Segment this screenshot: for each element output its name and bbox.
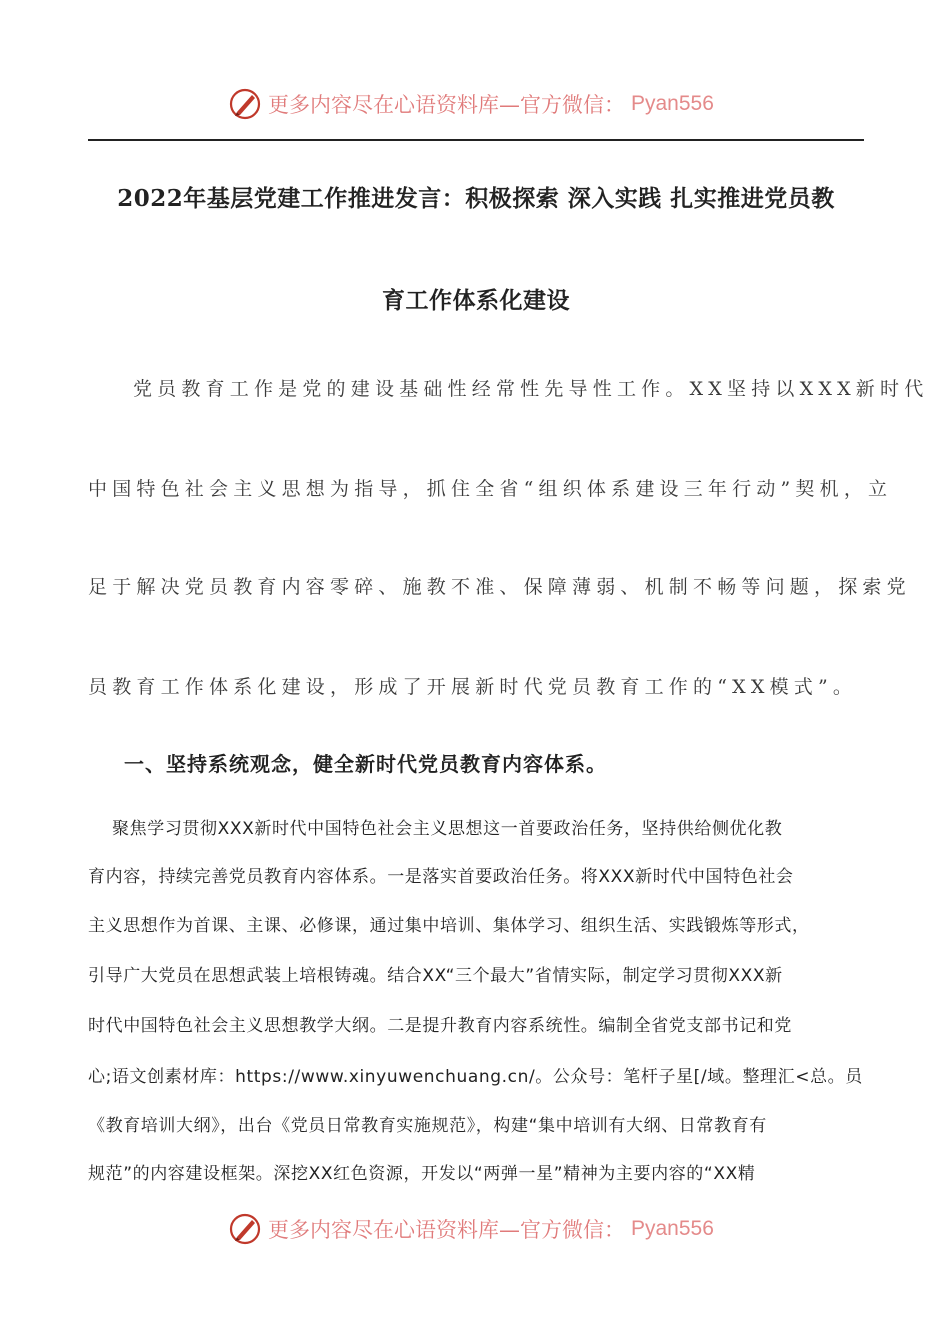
- body-line: 育内容，持续完善党员教育内容体系。一是落实首要政治任务。将XXX新时代中国特色社会: [88, 867, 794, 887]
- watermark-text: 更多内容尽在心语资料库—官方微信：: [268, 93, 625, 117]
- body-line: 主义思想作为首课、主课、必修课，通过集中培训、集体学习、组织生活、实践锻炼等形式，: [88, 916, 810, 936]
- watermark-handle: Pyan556: [631, 1217, 714, 1240]
- header-divider: [88, 139, 864, 141]
- section-heading: 一、坚持系统观念，健全新时代党员教育内容体系。: [124, 752, 607, 776]
- document-title-line-1: 2022年基层党建工作推进发言：积极探索 深入实践 扎实推进党员教: [117, 185, 835, 212]
- watermark-text: 更多内容尽在心语资料库—官方微信：: [268, 1218, 625, 1242]
- body-line: 《教育培训大纲》，出台《党员日常教育实施规范》，构建“集中培训有大纲、日常教育有: [88, 1116, 767, 1136]
- pen-logo-icon: [228, 1212, 262, 1246]
- watermark-header: [228, 84, 714, 124]
- body-line: 聚焦学习贯彻XXX新时代中国特色社会主义思想这一首要政治任务，坚持供给侧优化教: [88, 819, 783, 839]
- body-line: 规范”的内容建设框架。深挖XX红色资源，开发以“两弹一星”精神为主要内容的“XX精: [88, 1164, 756, 1184]
- intro-line: 足于解决党员教育内容零碎、施教不准、保障薄弱、机制不畅等问题，探索党: [88, 576, 911, 598]
- intro-line: 员教育工作体系化建设，形成了开展新时代党员教育工作的“XX模式”。: [88, 676, 858, 698]
- body-line: 心;语文创素材库：https://www.xinyuwenchuang.cn/。公众号：笔杆子星[/域。整理汇<总。员: [88, 1067, 863, 1087]
- watermark-handle: Pyan556: [631, 92, 714, 115]
- watermark-footer: [228, 1209, 714, 1249]
- pen-logo-icon: [228, 87, 262, 121]
- intro-line: 中国特色社会主义思想为指导，抓住全省“组织体系建设三年行动”契机，立: [88, 478, 893, 500]
- document-title-line-2: 育工作体系化建设: [382, 287, 570, 314]
- body-line: 时代中国特色社会主义思想教学大纲。二是提升教育内容系统性。编制全省党支部书记和党: [88, 1016, 792, 1036]
- intro-line: 党员教育工作是党的建设基础性经常性先导性工作。XX坚持以XXX新时代: [88, 378, 929, 400]
- body-line: 引导广大党员在思想武装上培根铸魂。结合XX“三个最大”省情实际，制定学习贯彻XXX新: [88, 966, 783, 986]
